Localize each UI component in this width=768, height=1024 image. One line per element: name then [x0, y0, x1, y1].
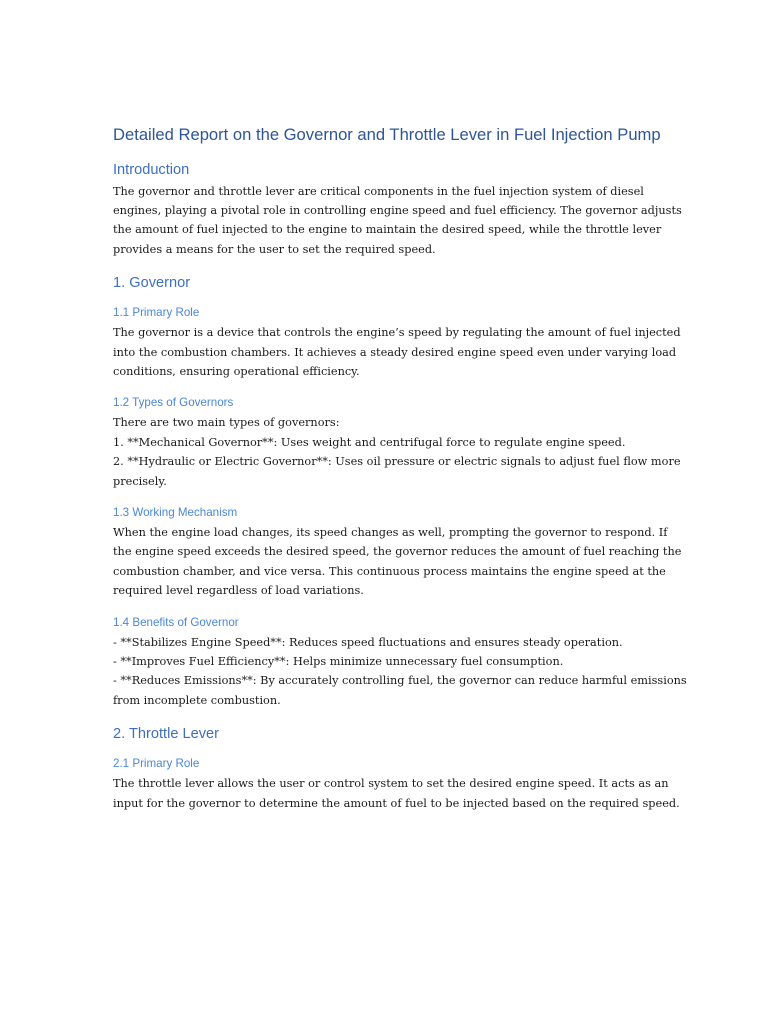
- subsection-heading-benefits: 1.4 Benefits of Governor: [113, 615, 239, 629]
- section-heading-governor: 1. Governor: [113, 275, 191, 292]
- governor-primary-role-paragraph: The governor is a device that controls the engine’s speed by regulating the amount of fuel injected into the combustion chambers. It achieves a steady desired engine speed even under varying load conditions, ensuring operational efficiency.: [113, 326, 681, 378]
- subsection-heading-types: 1.2 Types of Governors: [113, 396, 234, 410]
- document-title: Detailed Report on the Governor and Throttle Lever in Fuel Injection Pump: [113, 125, 661, 144]
- governor-benefits-paragraph: - **Stabilizes Engine Speed**: Reduces speed fluctuations and ensures steady operation. - **Improves Fuel Efficiency**: Helps minimize unnecessary fuel consumption. - **Reduces Emissions**: By accurately controlling fuel, the governor can reduce harmful emissions from incomplete combustion.: [113, 635, 687, 707]
- section-heading-throttle-lever: 2. Throttle Lever: [113, 726, 219, 743]
- subsection-heading-primary-role: 1.1 Primary Role: [113, 306, 200, 320]
- throttle-primary-role-paragraph: The throttle lever allows the user or control system to set the desired engine speed. It acts as an input for the governor to determine the amount of fuel to be injected based on the required speed.: [113, 777, 680, 810]
- governor-mechanism-paragraph: When the engine load changes, its speed changes as well, prompting the governor to respond. If the engine speed exceeds the desired speed, the governor reduces the amount of fuel reaching the combustion chamber, and vice versa. This continuous process maintains the engine speed at the required level regardless of load variations.: [113, 525, 682, 598]
- subsection-heading-throttle-primary-role: 2.1 Primary Role: [113, 757, 200, 771]
- introduction-paragraph: The governor and throttle lever are critical components in the fuel injection system of diesel engines, playing a pivotal role in controlling engine speed and fuel efficiency. The governor adjusts the amount of fuel injected to the engine to maintain the desired speed, while the throttle lever provides a means for the user to set the required speed.: [113, 184, 682, 256]
- governor-types-paragraph: There are two main types of governors: 1. **Mechanical Governor**: Uses weight and centrifugal force to regulate engine speed. 2. **Hydraulic or Electric Governor**: Uses oil pressure or electric signals to adjust fuel flow more precisely.: [113, 416, 681, 488]
- section-heading-introduction: Introduction: [113, 161, 190, 178]
- subsection-heading-mechanism: 1.3 Working Mechanism: [113, 505, 238, 519]
